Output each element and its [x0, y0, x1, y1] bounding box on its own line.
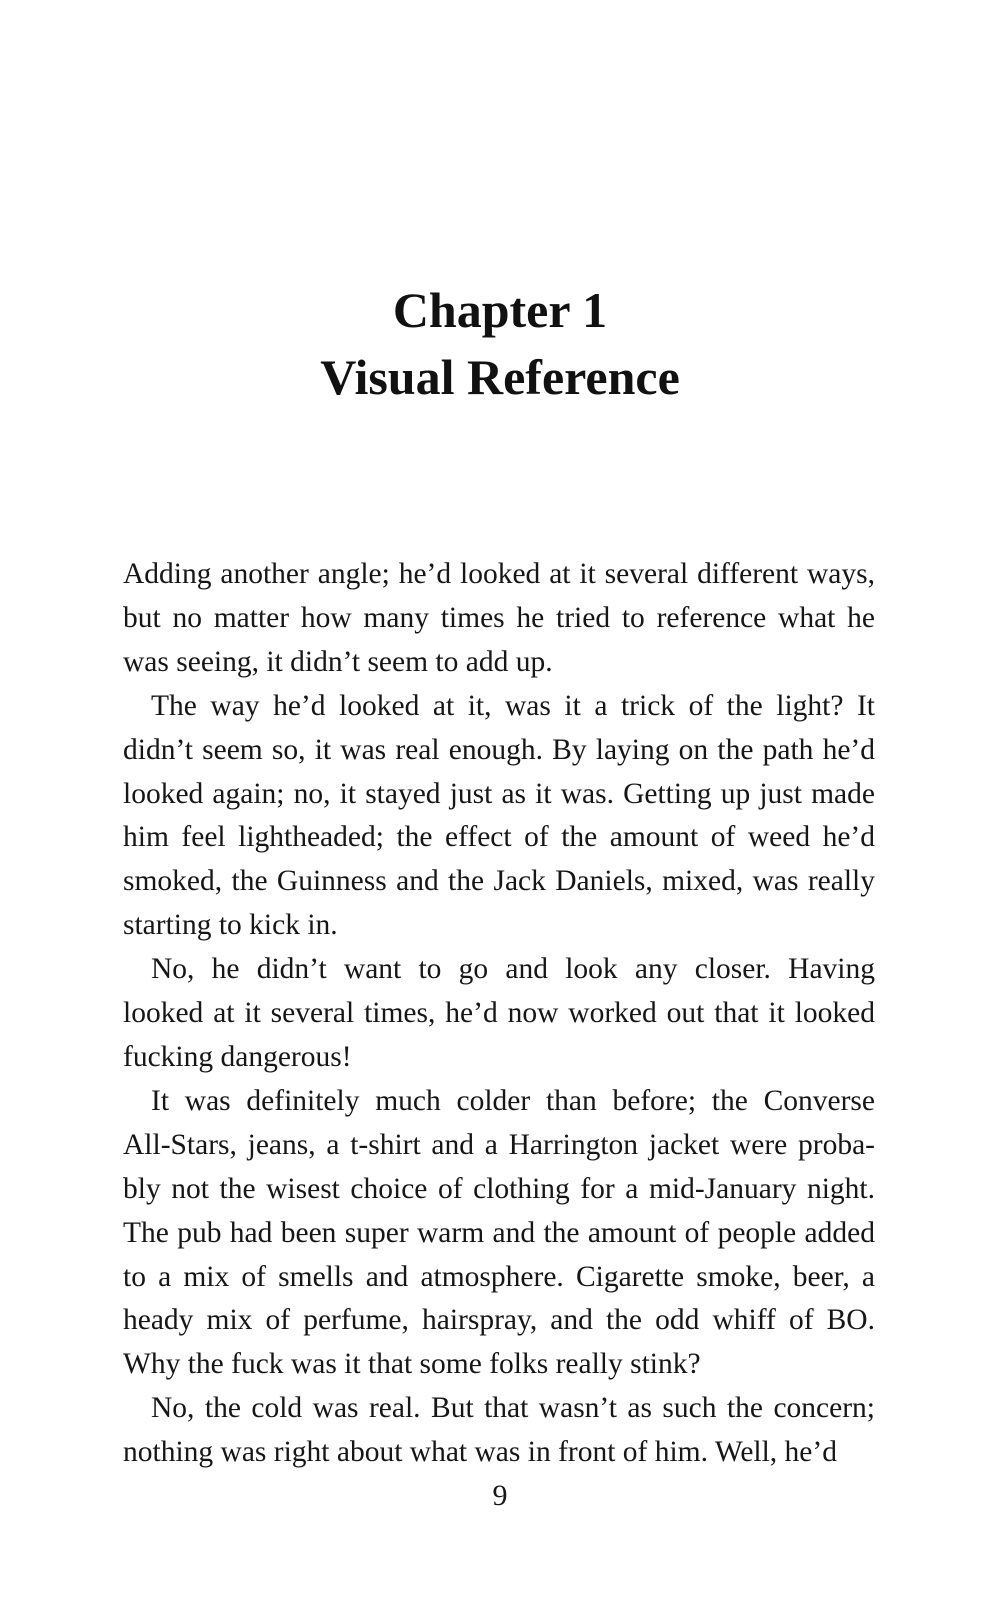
text-line: No, the cold was real. But that wasn’t as such the concern; — [151, 1392, 875, 1425]
text-line: smoked, the Guinness and the Jack Daniels, mixed, was really — [123, 865, 875, 898]
text-line: Why the fuck was it that some folks really stink? — [123, 1348, 701, 1381]
text-line: heady mix of perfume, hairspray, and the odd whiff of BO. — [123, 1304, 875, 1337]
page-number: 9 — [492, 1479, 508, 1512]
paragraph — [123, 685, 875, 948]
text-line: was seeing, it didn’t seem to add up. — [123, 645, 553, 678]
text-line: him feel lightheaded; the effect of the amount of weed he’d — [123, 821, 875, 854]
chapter-title-line: Visual Reference — [320, 349, 680, 405]
chapter-heading — [0, 277, 1000, 411]
paragraph — [123, 1387, 875, 1475]
text-line: The way he’d looked at it, was it a trick of the light? It — [151, 689, 875, 722]
text-line: starting to kick in. — [123, 909, 338, 942]
text-line: All-Stars, jeans, a t-shirt and a Harrington jacket were proba- — [123, 1128, 875, 1161]
chapter-number-line: Chapter 1 — [392, 282, 608, 338]
text-line: to a mix of smells and atmosphere. Cigarette smoke, beer, a — [123, 1260, 875, 1293]
text-line: nothing was right about what was in front of him. Well, he’d — [123, 1436, 837, 1469]
text-line: but no matter how many times he tried to reference what he — [123, 601, 875, 634]
paragraph — [123, 1080, 875, 1387]
text-line: looked again; no, it stayed just as it was. Getting up just made — [123, 777, 875, 810]
text-line: Adding another angle; he’d looked at it several different ways, — [123, 558, 875, 590]
paragraph — [123, 948, 875, 1080]
text-line: No, he didn’t want to go and look any closer. Having — [151, 953, 875, 986]
text-line: fucking dangerous! — [123, 1040, 352, 1073]
text-line: It was definitely much colder than before; the Converse — [151, 1084, 875, 1117]
body-text — [123, 553, 875, 1475]
text-line: looked at it several times, he’d now worked out that it looked — [123, 997, 875, 1030]
text-line: didn’t seem so, it was real enough. By laying on the path he’d — [123, 733, 875, 766]
text-line: The pub had been super warm and the amount of people added — [123, 1216, 875, 1249]
paragraph — [123, 553, 875, 685]
text-line: bly not the wisest choice of clothing for a mid-January night. — [123, 1172, 875, 1205]
